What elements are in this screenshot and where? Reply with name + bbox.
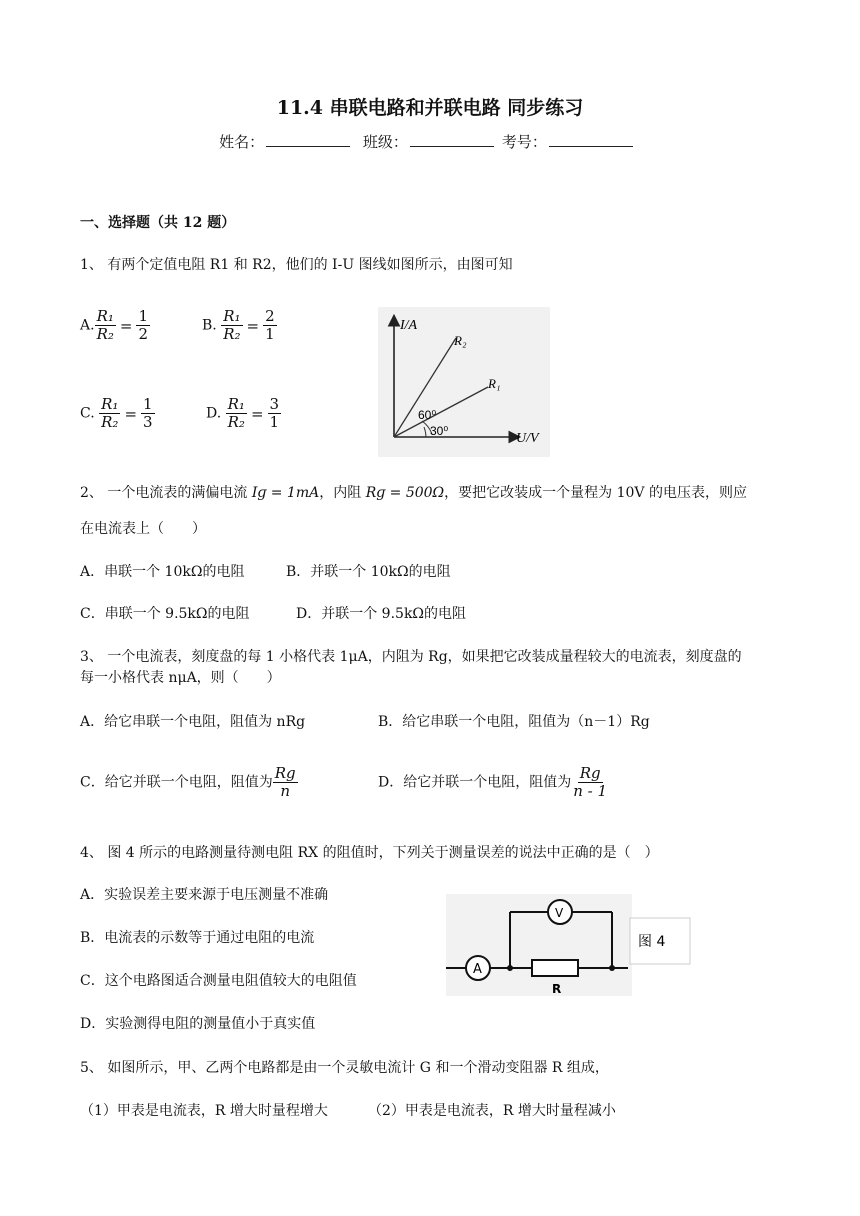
angle-60-label: 60⁰ [418, 408, 437, 422]
y-axis-label: I/A [400, 318, 418, 333]
exam-blank[interactable] [549, 134, 633, 147]
q3-stem-line1: 3、 一个电流表，刻度盘的每 1 小格代表 1μA，内阻为 Rg，如果把它改装成量程较大的电流表，刻度盘的 [80, 649, 742, 665]
q4-stem: 4、 图 4 所示的电路测量待测电阻 RX 的阻值时，下列关于测量误差的说法中正确的是（ ） [80, 845, 659, 861]
q2-stem-line2: 在电流表上（ ） [80, 521, 206, 537]
voltmeter-label: V [555, 906, 564, 920]
q1-option-b[interactable]: B. $\frac{\text{R₁}}{\text{R₂}}$ = $\frac{2}{1}$ [202, 307, 275, 343]
exam-label: 考号： [501, 133, 547, 151]
iu-graph [378, 307, 550, 457]
resistor-label: R [552, 982, 562, 996]
q4-option-d[interactable]: D．实验测得电阻的测量值小于真实值 [80, 1016, 316, 1032]
q5-statement-2[interactable]: （2）甲表是电流表，R 增大时量程减小 [368, 1103, 616, 1119]
q3-stem-line2: 每一小格代表 nμA，则（ ） [80, 670, 281, 686]
angle-arc-30 [424, 427, 426, 437]
q2-stem-line1: 2、 一个电流表的满偏电流 Iɡ = 1mA，内阻 Rɡ = 500Ω，要把它改装成一个量程为 10V 的电压表，则应 [80, 485, 747, 501]
page-title: 11.4 串联电路和并联电路 同步练习 [276, 97, 584, 119]
r1-label: R₁ [488, 376, 501, 391]
student-info [0, 131, 860, 152]
q1-option-a[interactable]: A. $\frac{\text{R₁}}{\text{R₂}}$ = $\frac{1}{2}$ [80, 307, 148, 343]
q2-option-a[interactable]: A．串联一个 10kΩ的电阻 [80, 564, 245, 580]
q1-option-c[interactable]: C. $\frac{\text{R₁}}{\text{R₂}}$ = $\frac{1}{3}$ [80, 395, 153, 431]
q3-option-a[interactable]: A．给它串联一个电阻，阻值为 nRg [80, 714, 306, 730]
section-heading: 一、选择题（共 12 题） [80, 215, 236, 231]
q1-stem: 1、 有两个定值电阻 R1 和 R2，他们的 I-U 图线如图所示，由图可知 [80, 257, 513, 273]
name-blank[interactable] [266, 134, 350, 147]
q2-option-b[interactable]: B．并联一个 10kΩ的电阻 [286, 564, 451, 580]
q3-option-c[interactable]: C．给它并联一个电阻，阻值为 $\frac{Rg}{n}$ [80, 764, 296, 800]
rg-expression: Rɡ = 500Ω [365, 485, 445, 501]
q4-option-c[interactable]: C．这个电路图适合测量电阻值较大的电阻值 [80, 973, 357, 989]
resistor-icon [532, 960, 578, 976]
q3-option-d[interactable]: D．给它并联一个电阻，阻值为 $\frac{Rg}{n - 1}$ [378, 764, 608, 800]
class-label: 班级： [362, 133, 408, 151]
ig-expression: Iɡ = 1mA [251, 485, 320, 501]
q3-option-b[interactable]: B．给它串联一个电阻，阻值为（n－1）Rg [378, 714, 650, 730]
circuit-figure [442, 890, 692, 998]
q1-option-d[interactable]: D. $\frac{\text{R₁}}{\text{R₂}}$ = $\frac{3}{1}$ [206, 395, 280, 431]
q2-option-d[interactable]: D．并联一个 9.5kΩ的电阻 [296, 606, 467, 622]
r2-label: R₂ [454, 333, 467, 348]
q4-option-b[interactable]: B．电流表的示数等于通过电阻的电流 [80, 930, 315, 946]
circuit-background [446, 894, 632, 996]
q4-option-a[interactable]: A．实验误差主要来源于电压测量不准确 [80, 887, 329, 903]
q5-stem: 5、 如图所示，甲、乙两个电路都是由一个灵敏电流计 G 和一个滑动变阻器 R 组成， [80, 1060, 609, 1076]
line-r2 [394, 338, 456, 437]
angle-30-label: 30⁰ [430, 424, 449, 438]
class-blank[interactable] [410, 134, 494, 147]
q5-statement-1[interactable]: （1）甲表是电流表，R 增大时量程增大 [80, 1103, 328, 1119]
q2-option-c[interactable]: C．串联一个 9.5kΩ的电阻 [80, 606, 250, 622]
x-axis-label: U/V [516, 431, 539, 446]
name-label: 姓名： [219, 133, 265, 151]
ammeter-label: A [473, 962, 482, 977]
figure-label: 图 4 [638, 934, 666, 950]
